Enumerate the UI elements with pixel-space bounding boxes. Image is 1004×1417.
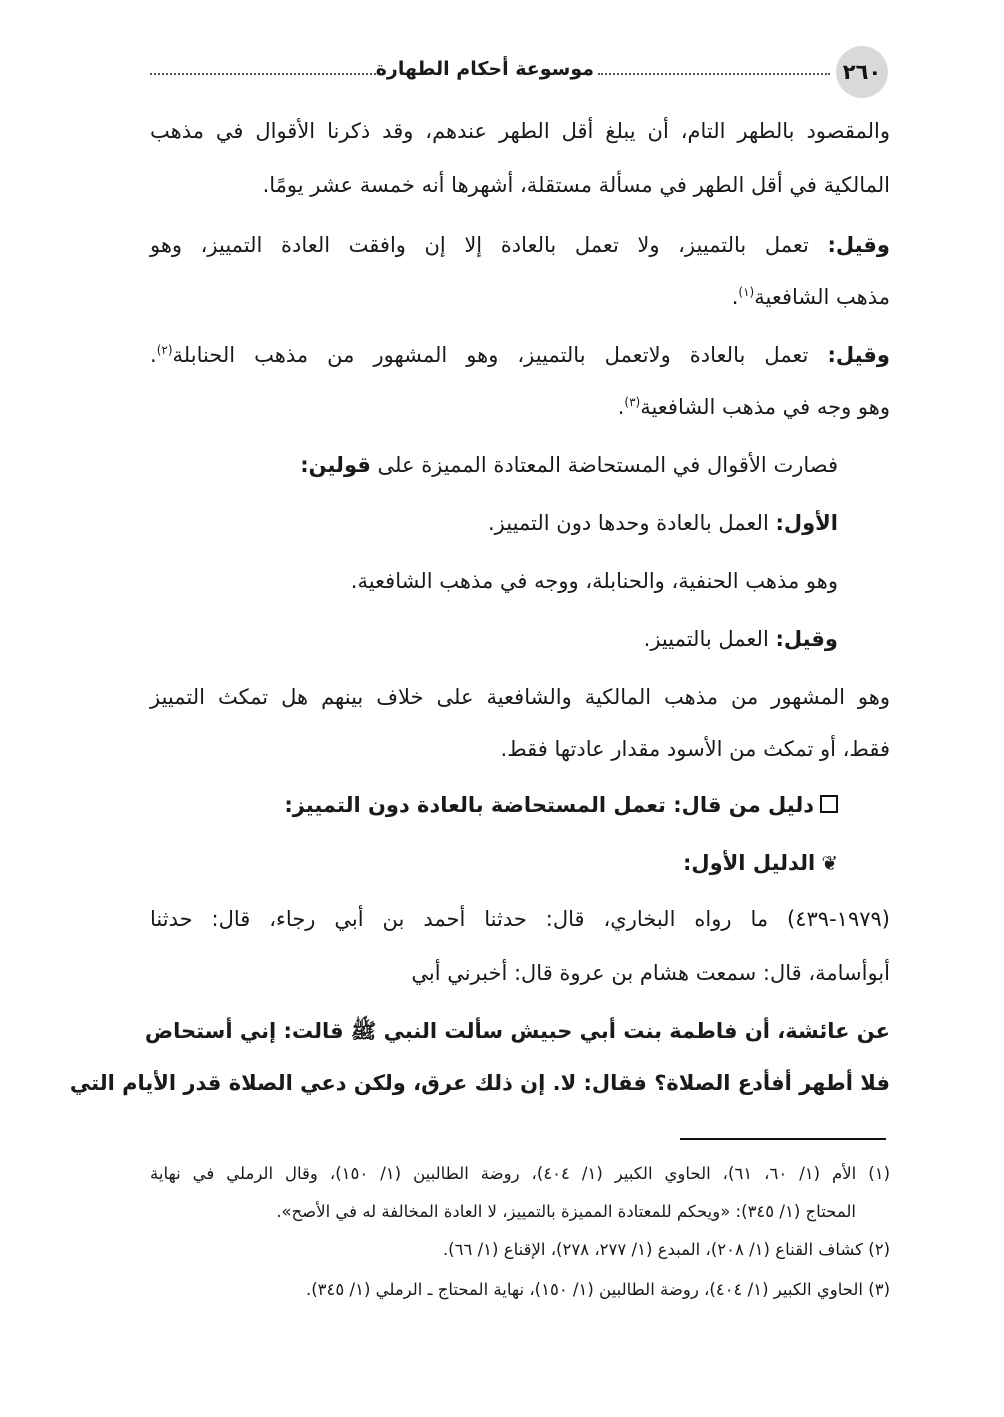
header-dotted-leader-right — [598, 73, 830, 75]
paragraph-2-lead: وقيل: — [827, 233, 890, 257]
matn-line-1: عن عائشة، أن فاطمة بنت أبي حبيش سألت النبي ﷺ قالت: إني أستحاض — [144, 1019, 890, 1043]
running-title: موسوعة أحكام الطهارة — [375, 58, 594, 80]
paragraph-2-line-1 — [150, 230, 890, 260]
paragraph-4 — [300, 450, 838, 480]
paragraph-3-lead: وقيل: — [827, 343, 890, 367]
footnote-3: (٣) الحاوي الكبير (١/ ٤٠٤)، روضة الطالبين (١/ ١٥٠)، نهاية المحتاج ـ الرملي (١/ ٣٤٥). — [305, 1280, 890, 1299]
paragraph-7-lead: وقيل: — [775, 627, 838, 651]
footnote-1-line-1: (١) الأم (١/ ٦٠، ٦١)، الحاوي الكبير (١/ ٤٠٤)، روضة الطالبين (١/ ١٥٠)، وقال الرملي في نهاية — [150, 1164, 890, 1183]
footnote-ref-2: (٢) — [156, 343, 173, 357]
page-number-badge — [836, 46, 888, 98]
hadith-line-1: (١٩٧٩-٤٣٩) ما رواه البخاري، قال: حدثنا أحمد بن أبي رجاء، قال: حدثنا — [150, 907, 890, 931]
footnote-1-line-2: المحتاج (١/ ٣٤٥): «ويحكم للمعتادة المميزة بالتمييز، لا العادة المخالفة له في الأصح». — [276, 1202, 856, 1221]
paragraph-6: وهو مذهب الحنفية، والحنابلة، ووجه في مذهب الشافعية. — [350, 569, 838, 593]
paragraph-5 — [488, 508, 838, 538]
paragraph-3-text-end: وهو وجه في مذهب الشافعية — [640, 395, 890, 419]
period: . — [731, 285, 739, 309]
paragraph-8-line-2: فقط، أو تمكث من الأسود مقدار عادتها فقط. — [500, 737, 890, 761]
hadith-line-2: أبوأسامة، قال: سمعت هشام بن عروة قال: أخبرني أبي — [411, 961, 890, 985]
sub-heading — [683, 848, 838, 878]
paragraph-5-lead: الأول: — [775, 511, 838, 535]
paragraph-8-line-1: وهو المشهور من مذهب المالكية والشافعية على خلاف بينهم هل تمكث التمييز — [150, 685, 890, 709]
paragraph-1-line-1: والمقصود بالطهر التام، أن يبلغ أقل الطهر عندهم، وقد ذكرنا الأقوال في مذهب — [150, 119, 890, 143]
leaf-ornament-icon: ❦ — [821, 851, 838, 875]
footnote-2: (٢) كشاف القناع (١/ ٢٠٨)، المبدع (١/ ٢٧٧، ٢٧٨)، الإقناع (١/ ٦٦). — [442, 1240, 890, 1259]
paragraph-2-text-end: مذهب الشافعية — [754, 285, 890, 309]
paragraph-3-text: تعمل بالعادة ولاتعمل بالتمييز، وهو المشهور من مذهب الحنابلة — [172, 343, 809, 367]
footnote-separator — [680, 1138, 886, 1140]
sub-heading-text: الدليل الأول: — [683, 851, 816, 875]
paragraph-7 — [644, 624, 838, 654]
section-heading-text: دليل من قال: تعمل المستحاضة بالعادة دون التمييز: — [284, 793, 814, 817]
period: . — [150, 343, 157, 367]
paragraph-3-line-2 — [618, 392, 890, 422]
section-heading — [284, 790, 838, 820]
paragraph-2-text: تعمل بالتمييز، ولا تعمل بالعادة إلا إن وافقت العادة التمييز، وهو — [150, 233, 809, 257]
checkbox-square-icon — [820, 795, 838, 813]
paragraph-7-text: العمل بالتمييز. — [643, 627, 769, 651]
paragraph-4-text: فصارت الأقوال في المستحاضة المعتادة المميزة على — [377, 453, 838, 477]
header-dotted-leader-left — [150, 73, 376, 75]
paragraph-3-line-1 — [150, 340, 890, 370]
footnote-ref-3: (٣) — [624, 395, 641, 409]
page-number: ٢٦٠ — [842, 60, 882, 84]
matn-line-2: فلا أطهر أفأدع الصلاة؟ فقال: لا. إن ذلك عرق، ولكن دعي الصلاة قدر الأيام التي — [69, 1071, 890, 1095]
paragraph-1-line-2: المالكية في أقل الطهر في مسألة مستقلة، أشهرها أنه خمسة عشر يومًا. — [262, 173, 890, 197]
paragraph-2-line-2 — [732, 282, 890, 312]
paragraph-4-bold: قولين: — [300, 453, 371, 477]
footnote-ref-1: (١) — [738, 285, 755, 299]
paragraph-5-text: العمل بالعادة وحدها دون التمييز. — [487, 511, 769, 535]
period: . — [617, 395, 625, 419]
